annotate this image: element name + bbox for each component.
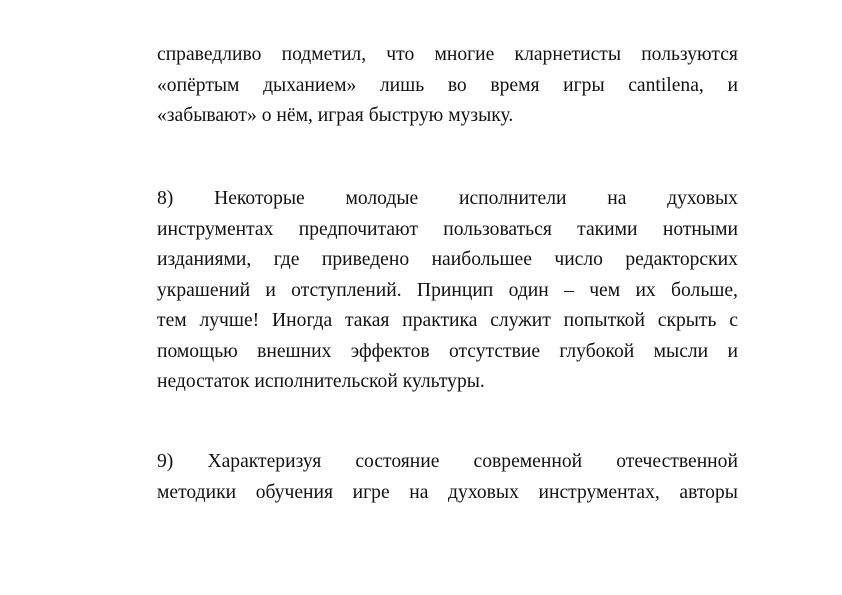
paragraph-item-9 xyxy=(157,447,738,508)
word: 8) xyxy=(157,188,174,209)
word: предпочитают xyxy=(298,218,418,240)
word: число xyxy=(554,249,603,270)
word: cantilena, xyxy=(628,74,704,96)
word: где xyxy=(273,249,300,270)
word: что xyxy=(386,44,415,65)
word: кларнетисты xyxy=(514,44,621,65)
word: состояние xyxy=(355,451,440,472)
word: с xyxy=(729,310,738,331)
word: больше, xyxy=(671,279,738,301)
text-line xyxy=(157,184,738,215)
word: их xyxy=(635,279,656,301)
word: подметил, xyxy=(281,44,367,65)
word: дыханием» xyxy=(263,74,357,96)
word: эффектов xyxy=(350,340,430,362)
word: духовых xyxy=(667,188,738,209)
word: духовых xyxy=(448,481,519,503)
word: современной xyxy=(473,451,583,472)
word: нотными xyxy=(662,218,738,240)
text-line xyxy=(157,276,738,307)
word: инструментах xyxy=(157,218,274,240)
word: исполнители xyxy=(458,188,567,209)
word: тем xyxy=(157,310,187,331)
word: отступлений. xyxy=(291,279,402,301)
word: внешних xyxy=(257,340,332,362)
word: и xyxy=(265,279,276,301)
word: Характеризуя xyxy=(207,451,322,472)
word: служит xyxy=(490,310,551,331)
word: и xyxy=(727,74,738,96)
word: помощью xyxy=(157,340,238,362)
word: такими xyxy=(577,218,638,240)
word: время xyxy=(490,74,540,96)
word: Некоторые xyxy=(214,188,305,209)
text-line xyxy=(157,447,738,478)
text-line xyxy=(157,215,738,246)
paragraph-item-8 xyxy=(157,184,738,398)
word: мысли xyxy=(653,340,709,362)
word: на xyxy=(409,481,429,503)
text-line: недостаток исполнительской культуры. xyxy=(157,371,485,392)
word: глубокой xyxy=(559,340,635,362)
word: Принцип xyxy=(416,279,494,301)
word: «опёртым xyxy=(157,74,240,96)
paragraph-continuation xyxy=(157,40,738,132)
word: во xyxy=(447,74,467,96)
word: игры xyxy=(563,74,605,96)
text-line xyxy=(157,478,738,509)
word: и xyxy=(727,340,738,362)
word: – xyxy=(564,279,574,301)
word: пользуются xyxy=(641,44,738,65)
text-line xyxy=(157,337,738,368)
word: такая xyxy=(344,310,390,331)
text-line: «забывают» о нём, играя быструю музыку. xyxy=(157,105,514,126)
word: справедливо xyxy=(157,44,262,65)
text-line xyxy=(157,306,738,337)
word: лишь xyxy=(379,74,425,96)
word: лучше! xyxy=(199,310,260,331)
word: игре xyxy=(352,481,390,503)
word: 9) xyxy=(157,451,174,472)
word: отсутствие xyxy=(448,340,541,362)
word: попыткой xyxy=(563,310,645,331)
word: методики xyxy=(157,481,237,503)
word: молодые xyxy=(345,188,419,209)
word: один xyxy=(508,279,549,301)
word: многие xyxy=(434,44,495,65)
word: на xyxy=(607,188,627,209)
word: чем xyxy=(589,279,621,301)
word: приведено xyxy=(321,249,410,270)
word: скрыть xyxy=(657,310,717,331)
word: практика xyxy=(402,310,478,331)
word: инструментах, xyxy=(538,481,660,503)
word: украшений xyxy=(157,279,251,301)
text-line xyxy=(157,245,738,276)
word: Иногда xyxy=(272,310,333,331)
word: наибольшее xyxy=(431,249,532,270)
word: отечественной xyxy=(616,451,738,472)
word: обучения xyxy=(255,481,334,503)
word: изданиями, xyxy=(157,249,252,270)
text-line xyxy=(157,71,738,102)
text-line xyxy=(157,40,738,71)
word: редакторских xyxy=(625,249,738,270)
word: авторы xyxy=(679,481,738,503)
word: пользоваться xyxy=(443,218,552,240)
